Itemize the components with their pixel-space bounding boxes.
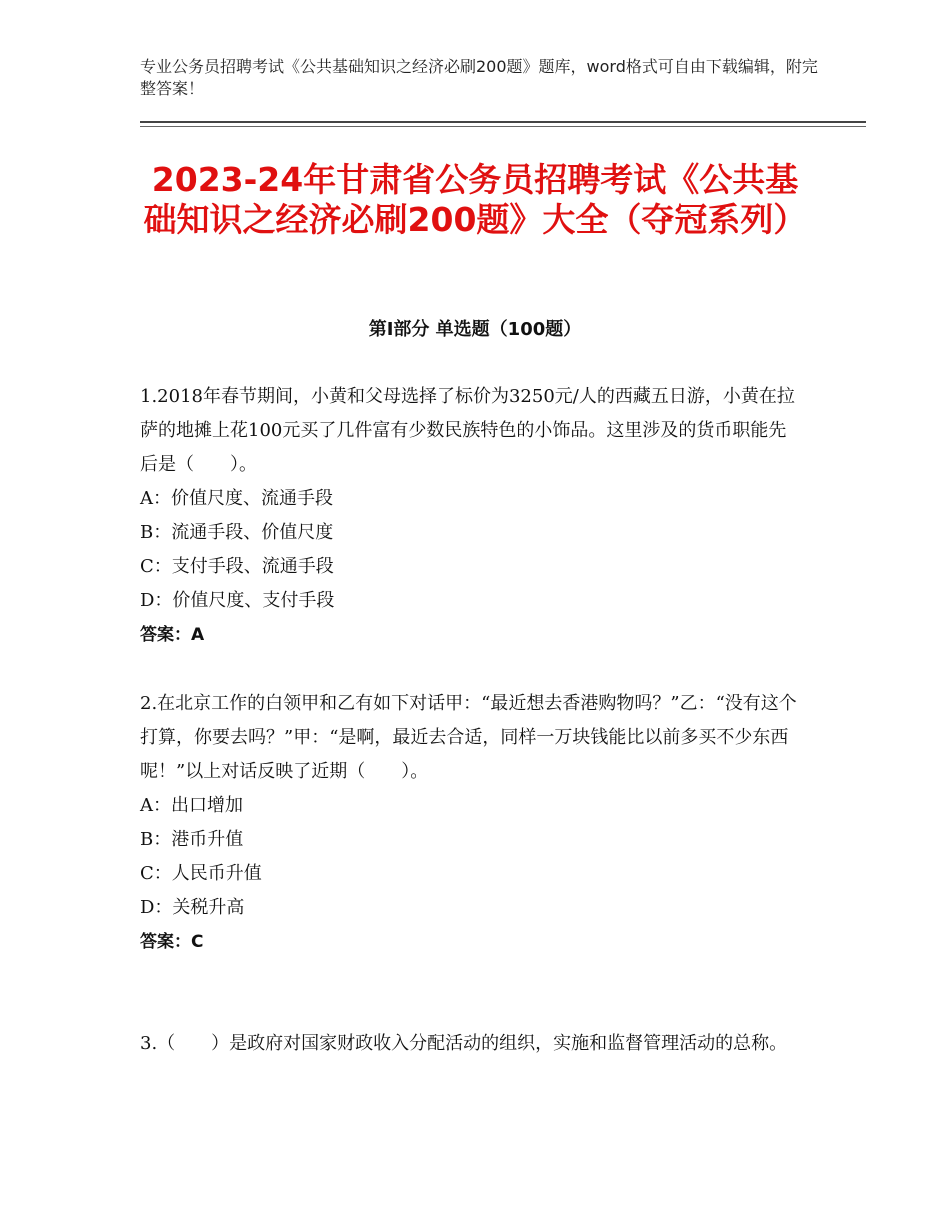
option-c: C：人民币升值 (140, 863, 262, 884)
question-2 (140, 687, 800, 959)
header-rule-thick (140, 121, 866, 123)
option-a: A：出口增加 (140, 795, 243, 816)
option-d: D：价值尺度、支付手段 (140, 590, 335, 611)
answer: 答案：A (140, 625, 205, 645)
question-1 (140, 380, 800, 652)
header-rule-thin (140, 126, 866, 127)
header-note: 专业公务员招聘考试《公共基础知识之经济必刷200题》题库，word格式可自由下载编辑，附完整答案！ (140, 57, 818, 98)
section-title: 第Ⅰ部分 单选题（100题） (368, 319, 582, 340)
option-d: D：关税升高 (140, 897, 245, 918)
question-3 (140, 1027, 800, 1061)
question-text: 2.在北京工作的白领甲和乙有如下对话甲：“最近想去香港购物吗？”乙：“没有这个打算，你要去吗？”甲：“是啊，最近去合适，同样一万块钱能比以前多买不少东西呢！”以上对话反映了近期（ ）。 (140, 693, 797, 782)
option-b: B：流通手段、价值尺度 (140, 522, 334, 543)
question-text: 3.（ ）是政府对国家财政收入分配活动的组织，实施和监督管理活动的总称。 (140, 1033, 788, 1054)
answer: 答案：C (140, 932, 204, 952)
option-c: C：支付手段、流通手段 (140, 556, 334, 577)
option-a: A：价值尺度、流通手段 (140, 488, 333, 509)
document-title: 2023-24年甘肃省公务员招聘考试《公共基础知识之经济必刷200题》大全（夺冠系列） (143, 160, 807, 239)
option-b: B：港币升值 (140, 829, 244, 850)
question-text: 1.2018年春节期间，小黄和父母选择了标价为3250元/人的西藏五日游，小黄在拉萨的地摊上花100元买了几件富有少数民族特色的小饰品。这里涉及的货币职能先后是（ ）。 (140, 386, 795, 475)
